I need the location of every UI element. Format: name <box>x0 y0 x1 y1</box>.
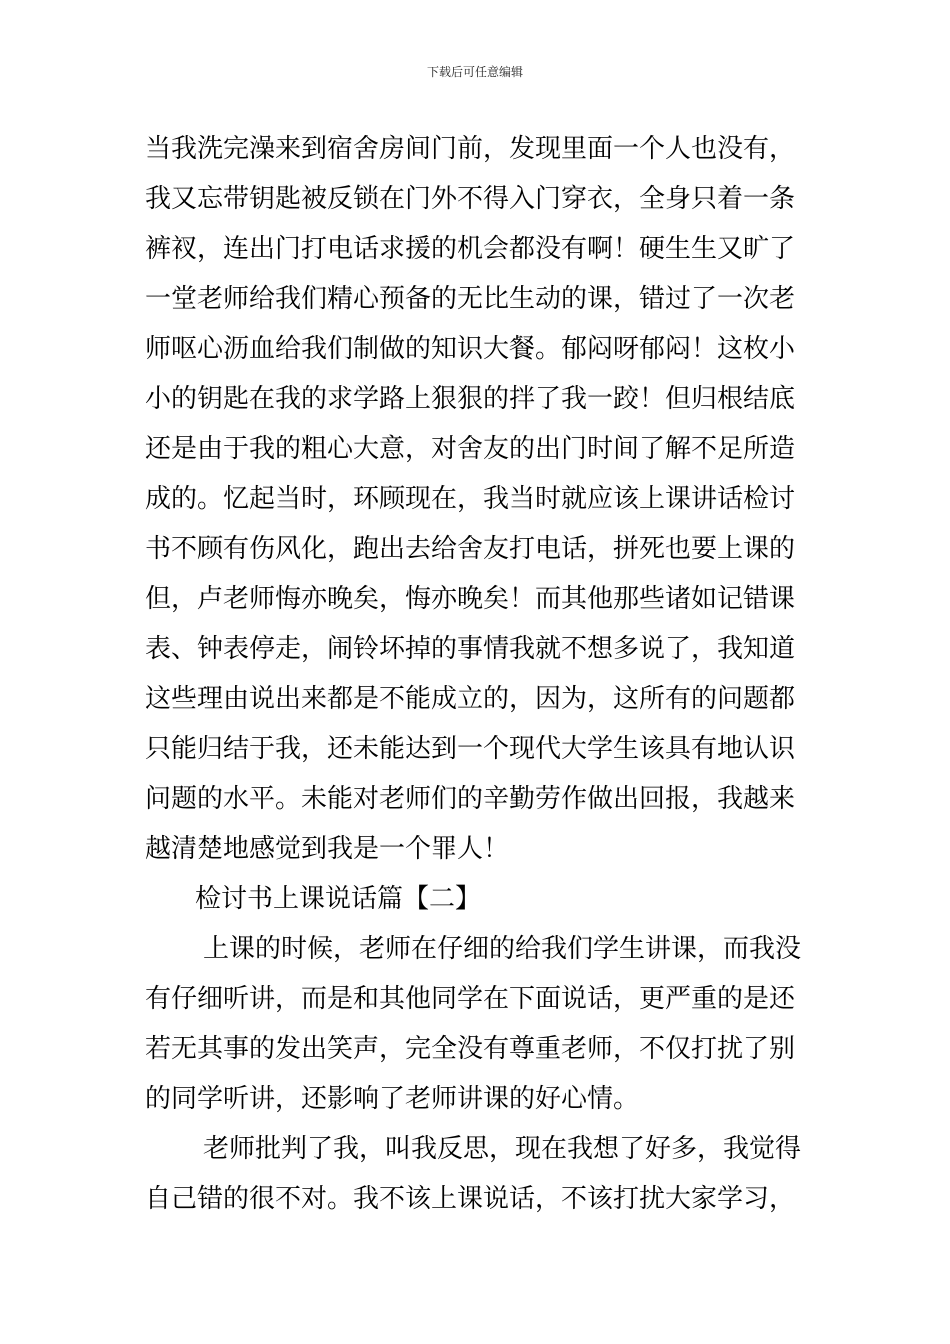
document-body <box>145 124 815 1224</box>
text-line: 我又忘带钥匙被反锁在门外不得入门穿衣，全身只着一条 <box>145 184 796 214</box>
text-line: 当我洗完澡来到宿舍房间门前，发现里面一个人也没有， <box>145 134 796 164</box>
text-line: 成的。忆起当时，环顾现在，我当时就应该上课讲话检讨 <box>145 484 796 514</box>
text-line: 有仔细听讲，而是和其他同学在下面说话，更严重的是还 <box>145 984 796 1014</box>
text-line: 表、钟表停走，闹铃坏掉的事情我就不想多说了，我知道 <box>145 634 796 664</box>
text-line: 若无其事的发出笑声，完全没有尊重老师，不仅打扰了别 <box>145 1034 796 1064</box>
text-line: 上课的时候，老师在仔细的给我们学生讲课，而我没 <box>203 934 802 964</box>
section-heading: 检讨书上课说话篇【二】 <box>195 884 482 914</box>
text-line: 书不顾有伤风化，跑出去给舍友打电话，拼死也要上课的 <box>145 534 796 564</box>
text-line: 问题的水平。未能对老师们的辛勤劳作做出回报，我越来 <box>145 784 796 814</box>
text-line: 一堂老师给我们精心预备的无比生动的课，错过了一次老 <box>145 284 796 314</box>
text-line: 还是由于我的粗心大意，对舍友的出门时间了解不足所造 <box>145 434 796 464</box>
text-line: 裤衩，连出门打电话求援的机会都没有啊！硬生生又旷了 <box>145 234 796 264</box>
text-line: 这些理由说出来都是不能成立的，因为，这所有的问题都 <box>145 684 796 714</box>
text-line: 师呕心沥血给我们制做的知识大餐。郁闷呀郁闷！这枚小 <box>145 334 796 364</box>
text-line: 但，卢老师悔亦晚矣，悔亦晚矣！而其他那些诸如记错课 <box>145 584 796 614</box>
page-header: 下载后可任意编辑 <box>426 65 523 79</box>
text-line: 小的钥匙在我的求学路上狠狠的拌了我一跤！但归根结底 <box>145 384 796 414</box>
text-line: 只能归结于我，还未能达到一个现代大学生该具有地认识 <box>145 734 796 764</box>
text-line: 的同学听讲，还影响了老师讲课的好心情。 <box>145 1084 640 1114</box>
text-line: 自己错的很不对。我不该上课说话，不该打扰大家学习， <box>145 1184 796 1214</box>
text-line: 老师批判了我，叫我反思，现在我想了好多，我觉得 <box>203 1134 802 1164</box>
text-line: 越清楚地感觉到我是一个罪人！ <box>145 834 510 864</box>
